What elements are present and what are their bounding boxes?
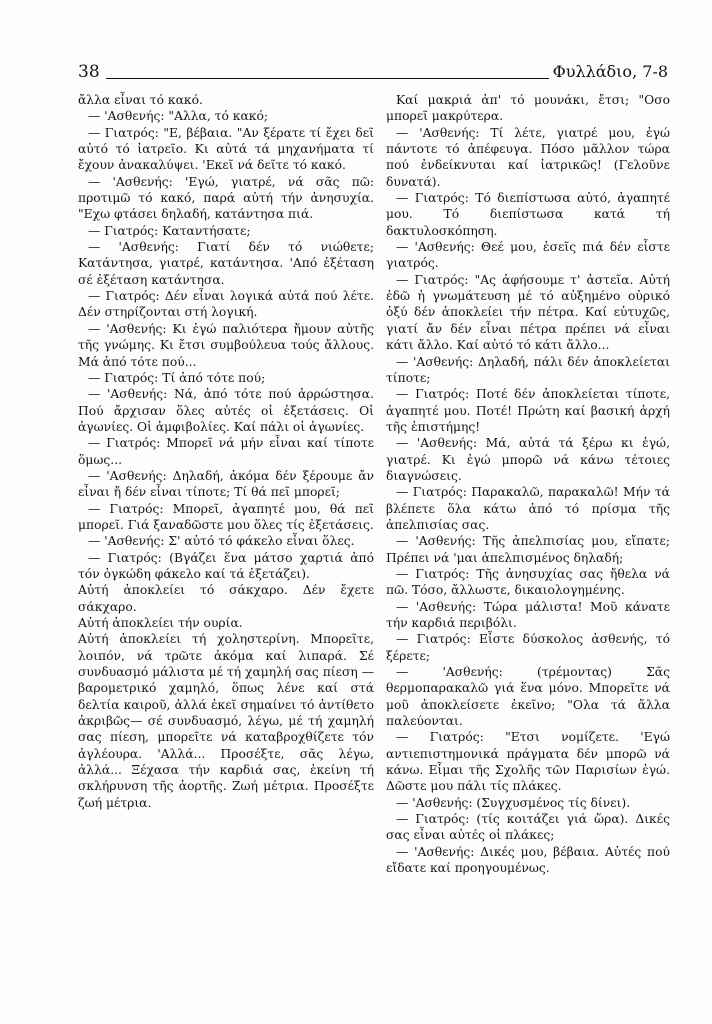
paragraph: — Γιατρός: Τό διεπίστωσα αὐτό, ἀγαπητέ μου. Τό διεπίστωσα κατά τή δακτυλοσκόπηση.	[386, 191, 670, 238]
paragraph: — 'Ασθενής: "Αλλα, τό κακό;	[88, 109, 268, 124]
header-rule	[106, 78, 549, 79]
page-header	[78, 52, 668, 82]
paragraph: — 'Ασθενής: Δικές μου, βέβαια. Αὐτές πού εἴδατε καί προηγουμένως.	[386, 844, 670, 876]
paragraph: — 'Ασθενής: Τί λέτε, γιατρέ μου, ἐγώ πάντοτε τό ἀπέφευγα. Πόσο μᾶλλον τώρα πού ἐνδείκνυται καί ἰατρικῶς! (Γελοῦνε δυνατά).	[386, 125, 670, 189]
paragraph: — 'Ασθενής: Δηλαδή, πάλι δέν ἀποκλείεται τίποτε;	[386, 354, 670, 385]
paragraph: — 'Ασθενής: Μά, αὐτά τά ξέρω κι ἐγώ, γιατρέ. Κι ἐγώ μπορῶ νά κάνω τέτοιες διαγνώσεις.	[386, 436, 670, 483]
paragraph: — Γιατρός: (Βγάζει ἕνα μάτσο χαρτιά ἀπό τόν ὀγκώδη φάκελο καί τά ἐξετάζει).	[78, 550, 374, 581]
paragraph: — 'Ασθενής: Σ' αὐτό τό φάκελο εἶναι ὅλες.	[88, 534, 355, 549]
paragraph: — Γιατρός: Δέν εἶναι λογικά αὐτά πού λέτε. Δέν στηρίζονται στή λογική.	[78, 289, 374, 320]
left-column	[78, 92, 374, 811]
paragraph: Καί μακριά ἀπ' τό μουνάκι, ἔτσι; "Οσο μπορεῖ μακρύτερα.	[386, 93, 670, 124]
paragraph: — Γιατρός: Ποτέ δέν ἀποκλείεται τίποτε, ἀγαπητέ μου. Ποτέ! Πρώτη καί βασική ἀρχή τῆς ἐπιστήμης!	[386, 387, 670, 434]
paragraph: Αὐτή ἀποκλείει τή χοληστερίνη. Μπορεῖτε, λοιπόν, νά τρῶτε ἀκόμα καί λιπαρά. Σέ συνδυασμό μάλιστα μέ τή χαμηλή σας πίεση —βαρομετρικό χαμηλό, ὅπως λένε καί στά δελτία καιροῦ, ἀλλά ἐκεῖ σημαίνει τό ἀντίθετο ἀκριβῶς— σέ συνδυασμό, λέγω, μέ τή χαμηλή σας πίεση, μπορεῖτε νά καταβροχθίζετε τόν ἀγλέουρα. 'Αλλά... Προσέξτε, σᾶς λέγω, ἀλλά... Ξέχασα τήν καρδιά σας, ἐκείνη τή σκλήρυνση τῆς ἀορτῆς. Ζωή μέτρια. Προσέξτε ζωή μέτρια.	[78, 632, 374, 810]
page-number: 38	[78, 62, 100, 82]
running-title: Φυλλάδιο, 7-8	[552, 62, 668, 81]
paragraph: — 'Ασθενής: Κι ἐγώ παλιότερα ἤμουν αὐτῆς τῆς γνώμης. Κι ἔτσι συμβούλευα τούς ἄλλους. Μά ἀπό τότε πού...	[78, 321, 374, 369]
paragraph: — 'Ασθενής: (Συγχυσμένος τίς δίνει).	[396, 795, 631, 810]
paragraph: — Γιατρός: "Ε, βέβαια. "Αν ξέρατε τί ἔχει δεῖ αὐτό τό ἰατρεῖο. Κι αὐτά τά μηχανήματα τί ἔχουν ἀνακαλύψει. 'Εκεῖ νά δεῖτε τό κακό.	[78, 125, 374, 173]
paragraph: — Γιατρός: Καταντήσατε;	[88, 223, 251, 238]
paragraph: — Γιατρός: Μπορεῖ νά μήν εἶναι καί τίποτε ὅμως...	[78, 436, 374, 467]
paragraph: — 'Ασθενής: Δηλαδή, ἀκόμα δέν ξέρουμε ἄν εἶναι ἤ δέν εἶναι τίποτε; Τί θά πεῖ μπορεῖ;	[78, 468, 374, 500]
paragraph: — 'Ασθενής: Τώρα μάλιστα! Μοῦ κάνατε τήν καρδιά περιβόλι.	[386, 599, 670, 630]
paragraph: Αὐτή ἀποκλείει τό σάκχαρο. Δέν ἔχετε σάκχαρο.	[78, 583, 374, 614]
right-column	[386, 92, 670, 877]
paragraph: — Γιατρός: "Ετσι νομίζετε. 'Εγώ αντιεπιστημονικά πράγματα δέν μπορῶ νά κάνω. Εἶμαι τῆς Σχολῆς τῶν Παρισίων ἐγώ. Δῶστε μου πάλι τίς πλάκες.	[386, 730, 670, 794]
paragraph: — 'Ασθενής: Νά, ἀπό τότε πού ἀρρώστησα. Πού ἄρχισαν ὅλες αὐτές οἱ ἐξετάσεις. Οἱ ἀγωνίες. Οἱ ἀμφιβολίες. Καί πάλι οἱ ἀγωνίες.	[78, 387, 374, 434]
paragraph: Αὐτή ἀποκλείει τήν ουρία.	[78, 616, 243, 630]
paragraph: — Γιατρός: Τί ἀπό τότε πού;	[88, 370, 266, 385]
paragraph: — 'Ασθενής: 'Εγώ, γιατρέ, νά σᾶς πῶ: προτιμῶ τό κακό, παρά αὐτή τήν ἀνησυχία. "Εχω φτάσει δηλαδή, κατάντησα πιά.	[78, 174, 374, 222]
paragraph: — Γιατρός: Παρακαλῶ, παρακαλῶ! Μήν τά βλέπετε ὅλα κάτω ἀπό τό πρίσμα τῆς ἀπελπισίας σας.	[386, 485, 670, 532]
paragraph: — Γιατρός: Μπορεῖ, ἀγαπητέ μου, θά πεῖ μπορεῖ. Γιά ξαναδῶστε μου ὅλες τίς ἐξετάσεις.	[78, 501, 374, 532]
paragraph: — 'Ασθενής: Γιατί δέν τό νιώθετε; Κατάντησα, γιατρέ, κατάντησα. 'Από ἐξέταση σέ ἐξέταση κατάντησα.	[78, 240, 374, 287]
paragraph: — Γιατρός: (τίς κοιτάζει γιά ὥρα). Δικές σας εἶναι αὐτές οἱ πλάκες;	[386, 812, 670, 843]
paragraph: — Γιατρός: Εἶστε δύσκολος ἀσθενής, τό ξέρετε;	[386, 632, 670, 663]
paragraph: ἄλλα εἶναι τό κακό.	[78, 93, 203, 107]
paragraph: — Γιατρός: "Ας ἀφήσουμε τ' ἀστεῖα. Αὐτή ἐδῶ ἡ γνωμάτευση μέ τό αὐξημένο οὐρικό ὀξύ δέν ἀποκλείει τήν πέτρα. Καί εὐτυχῶς, γιατί ἄν δέν εἶναι πέτρα πρέπει νά εἶναι κάτι ἄλλο. Καί αὐτό τό κάτι ἄλλο...	[386, 272, 670, 353]
paragraph: — 'Ασθενής: Τῆς ἀπελπισίας μου, εἴπατε; Πρέπει νά 'μαι ἀπελπισμένος δηλαδή;	[386, 534, 670, 565]
paragraph: — 'Ασθενής: Θεέ μου, ἐσεῖς πιά δέν εἶστε γιατρός.	[386, 240, 670, 271]
paragraph: — Γιατρός: Τῆς ἀνησυχίας σας ἤθελα νά πῶ. Τόσο, ἄλλωστε, δικαιολογημένης.	[386, 566, 670, 598]
paragraph: — 'Ασθενής: (τρέμοντας) Σᾶς θερμοπαρακαλῶ γιά ἕνα μόνο. Μπορεῖτε νά μοῦ ἀποκλείσετε ἐκεῖνο; "Ολα τά ἄλλα παλεύονται.	[386, 665, 670, 729]
